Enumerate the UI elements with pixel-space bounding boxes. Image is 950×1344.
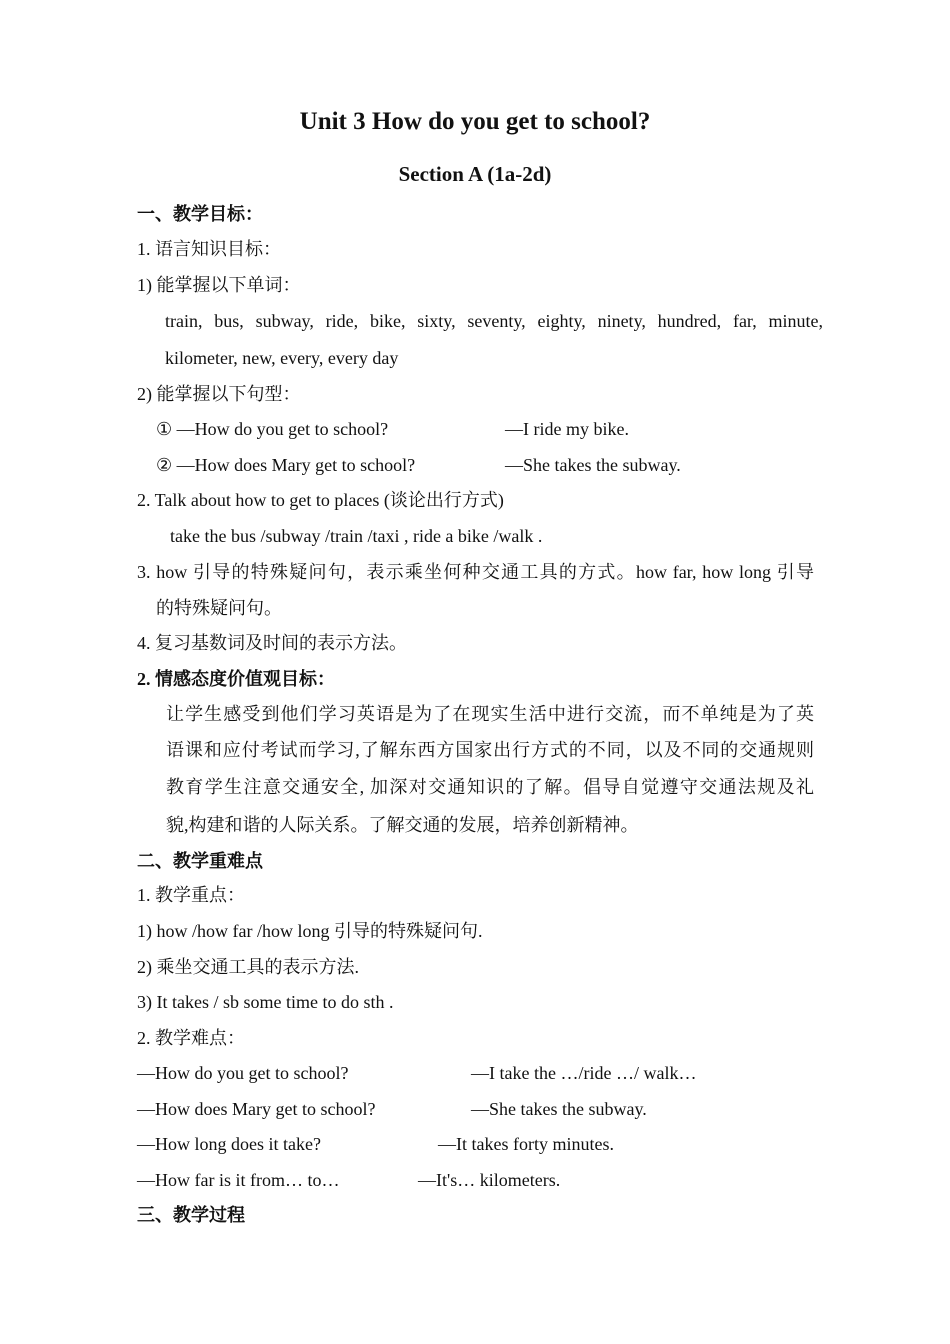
sentence-patterns-goal: 2) 能掌握以下句型： [137, 384, 301, 404]
vocabulary-list-line-2: kilometer, new, every, every day [165, 348, 399, 368]
pattern-2-answer: —She takes the subway. [505, 455, 681, 475]
emotional-goal-heading: 2. 情感态度价值观目标： [137, 669, 335, 689]
difficult-3-question: —How long does it take? [137, 1134, 321, 1154]
document-title: Unit 3 How do you get to school? [299, 108, 651, 135]
key-point-1: 1) how /how far /how long 引导的特殊疑问句. [137, 921, 483, 941]
heading-teaching-objectives: 一、教学目标： [137, 204, 263, 224]
talk-about-places: 2. Talk about how to get to places (谈论出行方式) [137, 490, 504, 510]
pattern-1-question: ① —How do you get to school? [156, 419, 389, 439]
numbers-time-review: 4. 复习基数词及时间的表示方法。 [137, 633, 407, 653]
vocabulary-goal: 1) 能掌握以下单词： [137, 275, 301, 295]
difficult-4-question: —How far is it from… to… [137, 1170, 340, 1190]
difficult-3-answer: —It takes forty minutes. [438, 1134, 614, 1154]
difficult-2-answer: —She takes the subway. [471, 1099, 647, 1119]
heading-key-difficult-points: 二、教学重难点 [137, 851, 263, 871]
pattern-2-question: ② —How does Mary get to school? [156, 455, 416, 475]
language-knowledge-goal: 1. 语言知识目标： [137, 239, 281, 259]
emotional-goal-line-3: 教育学生注意交通安全, 加深对交通知识的了解。倡导自觉遵守交通法规及礼 [166, 777, 814, 797]
emotional-goal-line-1: 让学生感受到他们学习英语是为了在现实生活中进行交流，而不单纯是为了英 [166, 704, 814, 724]
emotional-goal-line-4: 貌,构建和谐的人际关系。了解交通的发展，培养创新精神。 [166, 815, 639, 835]
difficult-points-label: 2. 教学难点： [137, 1028, 245, 1048]
key-points-label: 1. 教学重点： [137, 885, 245, 905]
key-point-2: 2) 乘坐交通工具的表示方法. [137, 957, 359, 977]
difficult-4-answer: —It's… kilometers. [418, 1170, 561, 1190]
key-point-3: 3) It takes / sb some time to do sth . [137, 992, 394, 1012]
transport-phrases: take the bus /subway /train /taxi , ride a bike /walk . [170, 526, 543, 546]
vocabulary-list-line-1: train, bus, subway, ride, bike, sixty, seventy, eighty, ninety, hundred, far, minute, [165, 311, 823, 331]
difficult-1-question: —How do you get to school? [137, 1063, 349, 1083]
section-subtitle: Section A (1a-2d) [398, 162, 552, 186]
how-question-line-2: 的特殊疑问句。 [156, 598, 282, 618]
how-question-line-1: 3. how 引导的特殊疑问句，表示乘坐何种交通工具的方式。how far, how long 引导 [137, 562, 814, 582]
difficult-2-question: —How does Mary get to school? [137, 1099, 376, 1119]
pattern-1-answer: —I ride my bike. [505, 419, 629, 439]
emotional-goal-line-2: 语课和应付考试而学习,了解东西方国家出行方式的不同，以及不同的交通规则 [166, 740, 814, 760]
heading-teaching-process: 三、教学过程 [137, 1205, 245, 1225]
difficult-1-answer: —I take the …/ride …/ walk… [471, 1063, 697, 1083]
